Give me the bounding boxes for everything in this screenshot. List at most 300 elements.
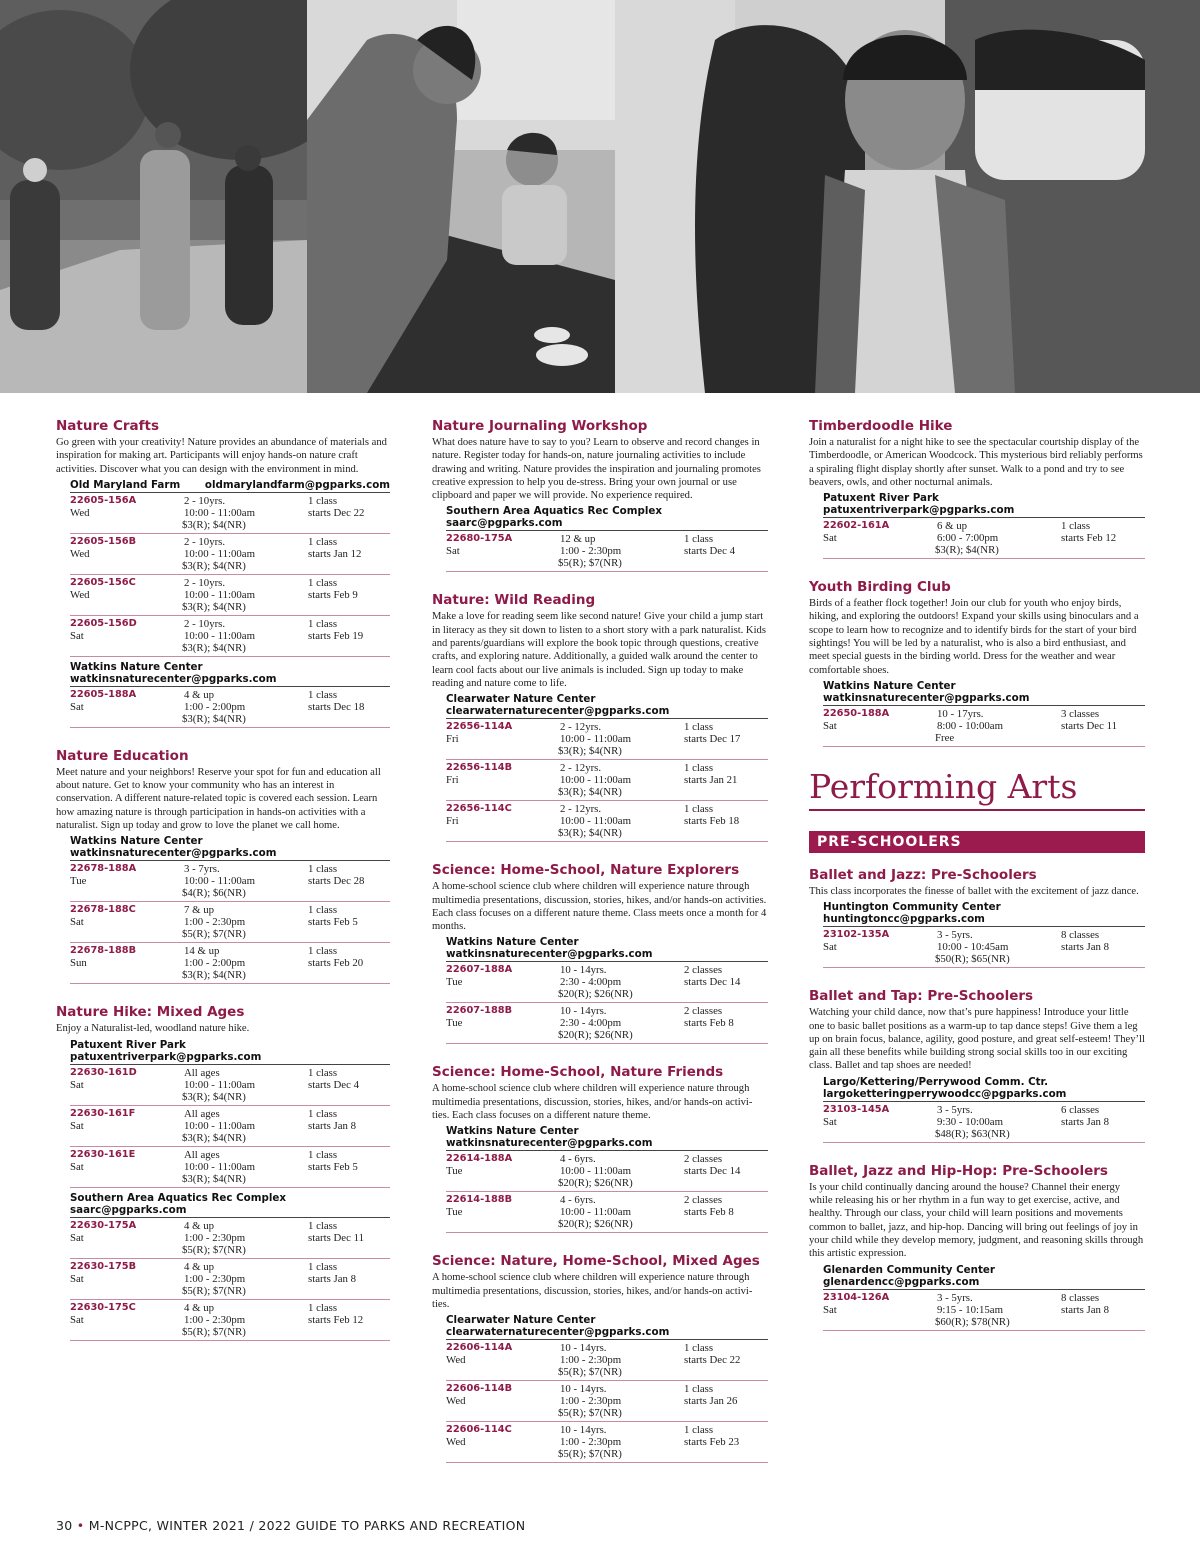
course-code: 22606-114A — [446, 1342, 513, 1354]
location-email[interactable]: patuxentriverpark@pgparks.com — [823, 504, 1015, 517]
class-row-line-2 — [823, 532, 1145, 544]
class-row — [446, 1151, 768, 1192]
fee: $5(R); $7(NR) — [558, 1448, 622, 1461]
program-section — [56, 748, 390, 984]
class-row-line-1 — [70, 1302, 390, 1314]
class-count: 1 class — [308, 1219, 338, 1232]
class-count: 1 class — [308, 535, 338, 548]
location-name: Southern Area Aquatics Rec Complex — [70, 1191, 286, 1204]
fee: $3(R); $4(NR) — [182, 559, 246, 572]
day-of-week: Sat — [823, 1303, 837, 1316]
age-range: 6 & up — [937, 520, 967, 533]
course-code: 22680-175A — [446, 533, 513, 545]
day-of-week: Tue — [446, 1206, 463, 1219]
program-title: Science: Home-School, Nature Friends — [432, 1064, 724, 1081]
day-of-week: Fri — [446, 733, 459, 746]
column-3 — [809, 418, 1145, 1351]
location-block — [70, 479, 390, 661]
program-title: Youth Birding Club — [809, 579, 951, 596]
time-slot: 10:00 - 11:00am — [184, 1160, 255, 1173]
location-name: Clearwater Nature Center — [446, 693, 596, 706]
class-row — [70, 943, 390, 984]
program-title: Ballet and Tap: Pre-Schoolers — [809, 988, 1034, 1005]
day-of-week: Wed — [70, 547, 90, 560]
day-of-week: Sat — [70, 1272, 84, 1285]
program-description: Go green with your creativity! Nature provides an abundance of materials and inspiration for making art. Participants will enjoy hands-on nature craft activities. Discover what you can design with the environment in mind. — [56, 437, 387, 475]
age-range: 4 & up — [184, 1219, 214, 1232]
day-of-week: Sat — [823, 532, 837, 545]
start-date: starts Feb 20 — [308, 957, 364, 970]
age-range: 4 & up — [184, 688, 214, 701]
program-description: Enjoy a Naturalist-led, woodland nature hike. — [56, 1023, 250, 1035]
family-walk-photo — [0, 0, 307, 393]
program-title: Nature Hike: Mixed Ages — [56, 1004, 245, 1021]
class-count: 6 classes — [1061, 1103, 1100, 1116]
start-date: starts Feb 8 — [684, 1017, 734, 1030]
location-email[interactable]: watkinsnaturecenter@pgparks.com — [823, 691, 1030, 704]
class-row-line-2 — [446, 976, 768, 988]
fee: $20(R); $26(NR) — [558, 1218, 633, 1231]
fee: $3(R); $4(NR) — [558, 786, 622, 799]
start-date: starts Feb 12 — [308, 1313, 364, 1326]
time-slot: 10:00 - 11:00am — [560, 1206, 631, 1219]
class-row-line-2 — [70, 1161, 390, 1173]
class-row-line-2 — [446, 1354, 768, 1366]
program-title: Ballet and Jazz: Pre-Schoolers — [809, 866, 1037, 883]
class-count: 8 classes — [1061, 929, 1100, 942]
program-description: This class incorporates the finesse of ballet with the excitement of jazz dance. — [809, 885, 1139, 897]
program-title: Science: Home-School, Nature Explorers — [432, 862, 740, 879]
location-name: Largo/Kettering/Perrywood Comm. Ctr. — [823, 1075, 1049, 1088]
girl-with-horse-photo — [615, 0, 1200, 393]
class-count: 8 classes — [1061, 1291, 1100, 1304]
class-row-line-1 — [446, 762, 768, 774]
class-row — [446, 1381, 768, 1422]
age-range: 2 - 12yrs. — [560, 721, 602, 734]
class-count: 1 class — [684, 762, 714, 775]
program-title: Science: Nature, Home-School, Mixed Ages — [432, 1253, 760, 1270]
course-code: 22602-161A — [823, 520, 890, 532]
age-range: All ages — [184, 1107, 220, 1120]
class-row-line-1 — [446, 1383, 768, 1395]
course-code: 22607-188A — [446, 964, 513, 976]
location-email[interactable]: watkinsnaturecenter@pgparks.com — [70, 672, 277, 685]
time-slot: 10:00 - 11:00am — [184, 875, 255, 888]
class-row — [823, 1102, 1145, 1143]
fee: $5(R); $7(NR) — [558, 1366, 622, 1379]
location-name: Glenarden Community Center — [823, 1263, 995, 1276]
location-block — [446, 693, 768, 842]
location-name: Watkins Nature Center — [446, 936, 579, 949]
program-description: Make a love for reading seem like second nature! Give your child a jump start in literacy as they sit down to listen to a short story with a park naturalist. Kids and parents/guardians will explore the book topic through questions, creative crafts, and exploring nature. Additionally, a guided walk around the center to learn cool facts about our live animals is included. Sign up today to make reading and nature come to life. — [432, 611, 766, 689]
day-of-week: Wed — [70, 588, 90, 601]
day-of-week: Wed — [446, 1395, 466, 1408]
location-block — [446, 936, 768, 1044]
fee: $3(R); $4(NR) — [182, 969, 246, 982]
fee: $20(R); $26(NR) — [558, 1029, 633, 1042]
class-row-line-1 — [446, 721, 768, 733]
class-count: 1 class — [308, 1066, 338, 1079]
time-slot: 1:00 - 2:30pm — [184, 916, 246, 929]
course-code: 22630-161E — [70, 1148, 136, 1160]
program-section — [432, 862, 768, 1044]
class-count: 1 class — [308, 904, 338, 917]
class-count: 1 class — [308, 1148, 338, 1161]
time-slot: 10:00 - 11:00am — [560, 1165, 631, 1178]
course-code: 22605-188A — [70, 688, 137, 700]
fee: $5(R); $7(NR) — [182, 928, 246, 941]
class-row-line-2 — [446, 545, 768, 557]
location-block — [823, 492, 1145, 559]
start-date: starts Dec 4 — [684, 545, 735, 558]
location-block — [823, 901, 1145, 968]
class-row-line-2 — [70, 701, 390, 713]
time-slot: 1:00 - 2:30pm — [184, 1272, 246, 1285]
photo-strip — [0, 0, 1200, 393]
time-slot: 8:00 - 10:00am — [937, 719, 1003, 732]
program-description: Is your child continually dancing around the house? Channel their energy while releasing his or her rhythm in a fun way to get exercise, active, and healthy. Through our class, your child will learn positions and movements common to ballet, jazz, and hip-hop. Dancing will bring out feelings of joy in your child while they develop memory, judgment, and reasoning skills through this artistic expression. — [809, 1181, 1144, 1260]
location-email[interactable]: clearwaternaturecenter@pgparks.com — [446, 1326, 670, 1339]
class-count: 3 classes — [1061, 707, 1100, 720]
age-range: 10 - 14yrs. — [560, 1342, 607, 1355]
class-row — [446, 719, 768, 760]
location-block — [70, 1192, 390, 1341]
time-slot: 10:00 - 11:00am — [184, 1078, 255, 1091]
class-row-line-1 — [70, 1261, 390, 1273]
class-row-line-1 — [446, 1194, 768, 1206]
fee: $3(R); $4(NR) — [182, 1090, 246, 1103]
day-of-week: Sat — [70, 1231, 84, 1244]
program-description: A home-school science club where children will experience nature through multimedia presentations, discussion, stories, hikes, and/or hands-on activi-ties. Each class focuses on a different nature theme. — [432, 1083, 753, 1122]
age-range: 14 & up — [184, 945, 220, 958]
fee: $5(R); $7(NR) — [182, 1325, 246, 1338]
location-block — [823, 1264, 1145, 1331]
day-of-week: Wed — [446, 1436, 466, 1449]
class-row-line-1 — [70, 536, 390, 548]
program-section — [809, 867, 1145, 968]
age-range: 7 & up — [184, 904, 214, 917]
class-row-line-2 — [823, 941, 1145, 953]
age-range: 10 - 14yrs. — [560, 1424, 607, 1437]
course-code: 22630-175A — [70, 1219, 137, 1231]
day-of-week: Fri — [446, 774, 459, 787]
class-count: 2 classes — [684, 964, 723, 977]
class-row-line-1 — [823, 1104, 1145, 1116]
class-row — [823, 706, 1145, 747]
time-slot: 10:00 - 11:00am — [184, 506, 255, 519]
class-row — [446, 760, 768, 801]
location-name: Clearwater Nature Center — [446, 1314, 596, 1327]
course-code: 22614-188A — [446, 1153, 513, 1165]
course-code: 22605-156A — [70, 494, 137, 506]
location-name: Watkins Nature Center — [446, 1125, 579, 1138]
class-row-line-2 — [446, 1436, 768, 1448]
age-range: 12 & up — [560, 533, 596, 546]
class-row — [446, 801, 768, 842]
time-slot: 1:00 - 2:30pm — [560, 1354, 622, 1367]
fee: $5(R); $7(NR) — [558, 557, 622, 570]
class-row-line-1 — [823, 708, 1145, 720]
location-email[interactable]: watkinsnaturecenter@pgparks.com — [446, 948, 653, 961]
day-of-week: Tue — [446, 976, 463, 989]
column-1 — [56, 418, 390, 1361]
location-email[interactable]: glenardencc@pgparks.com — [823, 1275, 980, 1288]
class-row — [70, 616, 390, 657]
program-title: Nature Journaling Workshop — [432, 418, 648, 434]
class-row-line-1 — [823, 929, 1145, 941]
class-row — [70, 493, 390, 534]
class-count: 1 class — [684, 803, 714, 816]
start-date: starts Feb 23 — [684, 1436, 740, 1449]
course-code: 22678-188C — [70, 904, 136, 916]
start-date: starts Dec 4 — [308, 1078, 359, 1091]
class-row — [823, 927, 1145, 968]
class-count: 1 class — [308, 494, 338, 507]
program-title: Ballet, Jazz and Hip-Hop: Pre-Schoolers — [809, 1162, 1108, 1179]
class-row — [70, 1259, 390, 1300]
start-date: starts Feb 5 — [308, 1160, 358, 1173]
start-date: starts Feb 8 — [684, 1206, 734, 1219]
class-row — [70, 1065, 390, 1106]
class-row-line-2 — [446, 733, 768, 745]
start-date: starts Jan 8 — [308, 1119, 356, 1132]
program-section — [809, 1163, 1145, 1331]
class-row-line-1 — [446, 1153, 768, 1165]
program-title: Timberdoodle Hike — [809, 418, 953, 434]
class-row-line-2 — [70, 630, 390, 642]
day-of-week: Sat — [70, 700, 84, 713]
location-email[interactable]: huntingtoncc@pgparks.com — [823, 913, 985, 926]
class-count: 1 class — [308, 1260, 338, 1273]
class-row-line-2 — [446, 774, 768, 786]
program-description: What does nature have to say to you? Learn to observe and record changes in nature. Register today for hands-on, nature journaling activities to include drawing and writing. Nature provides the inspiration and journaling promotes creative expression to help you de-stress. Bring your own journal or use clipboard and paper we will provide. No experience required. — [432, 437, 761, 502]
day-of-week: Sat — [70, 1119, 84, 1132]
column-2 — [432, 418, 768, 1483]
course-code: 22650-188A — [823, 707, 890, 719]
start-date: starts Jan 8 — [1061, 941, 1109, 954]
location-email[interactable]: oldmarylandfarm@pgparks.com — [204, 478, 390, 491]
program-title: Nature: Wild Reading — [432, 592, 596, 609]
location-block — [446, 1314, 768, 1463]
class-count: 1 class — [308, 863, 338, 876]
start-date: starts Jan 8 — [1061, 1115, 1109, 1128]
class-row — [446, 1003, 768, 1044]
class-row-line-2 — [70, 875, 390, 887]
program-section — [56, 418, 390, 728]
fee: $3(R); $4(NR) — [182, 641, 246, 654]
age-range: All ages — [184, 1066, 220, 1079]
age-range: 10 - 14yrs. — [560, 1005, 607, 1018]
location-email[interactable]: watkinsnaturecenter@pgparks.com — [70, 847, 277, 860]
class-row-line-1 — [70, 495, 390, 507]
class-row-line-2 — [823, 1304, 1145, 1316]
time-slot: 1:00 - 2:30pm — [560, 545, 622, 558]
location-name: Watkins Nature Center — [70, 660, 203, 673]
day-of-week: Sat — [823, 719, 837, 732]
class-row-line-1 — [70, 904, 390, 916]
start-date: starts Dec 14 — [684, 976, 741, 989]
start-date: starts Dec 11 — [308, 1231, 364, 1244]
fee: $3(R); $4(NR) — [558, 827, 622, 840]
age-range: 2 - 12yrs. — [560, 803, 602, 816]
day-of-week: Wed — [70, 506, 90, 519]
fee: $3(R); $4(NR) — [558, 745, 622, 758]
age-range: 2 - 10yrs. — [184, 617, 226, 630]
course-code: 22607-188B — [446, 1005, 513, 1017]
time-slot: 10:00 - 11:00am — [560, 774, 631, 787]
class-row-line-1 — [446, 1342, 768, 1354]
start-date: starts Feb 18 — [684, 815, 740, 828]
fee: Free — [935, 731, 955, 744]
class-count: 2 classes — [684, 1194, 723, 1207]
day-of-week: Sat — [446, 545, 460, 558]
day-of-week: Tue — [446, 1165, 463, 1178]
time-slot: 10:00 - 11:00am — [184, 588, 255, 601]
course-code: 22678-188A — [70, 863, 137, 875]
course-code: 22656-114B — [446, 762, 513, 774]
location-email[interactable]: largoketteringperrywoodcc@pgparks.com — [823, 1087, 1067, 1100]
class-row-line-2 — [70, 1273, 390, 1285]
time-slot: 10:00 - 11:00am — [184, 547, 255, 560]
day-of-week: Sat — [823, 1115, 837, 1128]
age-range: 4 & up — [184, 1301, 214, 1314]
program-section — [432, 1064, 768, 1233]
time-slot: 10:00 - 11:00am — [560, 733, 631, 746]
program-description: A home-school science club where children will experience nature through multimedia presentations, discussion, stories, hikes, and/or hands-on activities. Each class focuses on a different nature theme. Class meets once a month for 4 months. — [432, 881, 767, 933]
time-slot: 10:00 - 10:45am — [937, 941, 1009, 954]
location-header — [70, 479, 390, 491]
class-row-line-1 — [823, 1292, 1145, 1304]
time-slot: 2:30 - 4:00pm — [560, 976, 622, 989]
course-code: 22614-188B — [446, 1194, 513, 1206]
class-row-line-2 — [823, 720, 1145, 732]
location-block — [446, 505, 768, 572]
child-nature-craft-photo — [307, 0, 615, 393]
class-count: 1 class — [684, 1424, 714, 1437]
class-row — [823, 1290, 1145, 1331]
location-block — [446, 1125, 768, 1233]
location-email[interactable]: clearwaternaturecenter@pgparks.com — [446, 705, 670, 718]
location-block — [823, 1076, 1145, 1143]
day-of-week: Tue — [446, 1017, 463, 1030]
fee: $3(R); $4(NR) — [182, 1131, 246, 1144]
program-section — [432, 1253, 768, 1463]
start-date: starts Dec 22 — [684, 1354, 741, 1367]
start-date: starts Dec 18 — [308, 700, 365, 713]
age-range: 2 - 10yrs. — [184, 494, 226, 507]
day-of-week: Sat — [70, 1078, 84, 1091]
location-email[interactable]: patuxentriverpark@pgparks.com — [70, 1050, 262, 1063]
class-row — [446, 1192, 768, 1233]
age-range: 4 & up — [184, 1260, 214, 1273]
location-block — [70, 835, 390, 984]
start-date: starts Feb 5 — [308, 916, 358, 929]
day-of-week: Sat — [70, 1160, 84, 1173]
time-slot: 1:00 - 2:30pm — [184, 1231, 246, 1244]
class-row-line-2 — [446, 815, 768, 827]
fee: $48(R); $63(NR) — [935, 1127, 1010, 1140]
class-row — [446, 1422, 768, 1463]
start-date: starts Dec 28 — [308, 875, 365, 888]
time-slot: 1:00 - 2:30pm — [184, 1313, 246, 1326]
fee: $5(R); $7(NR) — [558, 1407, 622, 1420]
time-slot: 1:00 - 2:30pm — [560, 1395, 622, 1408]
age-range: 3 - 5yrs. — [937, 929, 973, 942]
class-row-line-1 — [823, 520, 1145, 532]
age-range: 2 - 12yrs. — [560, 762, 602, 775]
time-slot: 10:00 - 11:00am — [184, 629, 255, 642]
fee: $4(R); $6(NR) — [182, 887, 246, 900]
class-row-line-1 — [446, 1424, 768, 1436]
time-slot: 10:00 - 11:00am — [560, 815, 631, 828]
course-code: 23102-135A — [823, 929, 890, 941]
program-section — [432, 418, 768, 572]
location-email[interactable]: watkinsnaturecenter@pgparks.com — [446, 1137, 653, 1150]
column-3-bottom — [809, 867, 1145, 1331]
age-range: 4 - 6yrs. — [560, 1194, 596, 1207]
age-range: 10 - 14yrs. — [560, 1383, 607, 1396]
class-row — [70, 687, 390, 728]
start-date: starts Feb 9 — [308, 588, 358, 601]
course-code: 22605-156C — [70, 576, 136, 588]
course-code: 22630-161D — [70, 1066, 137, 1078]
class-count: 1 class — [308, 945, 338, 958]
class-row — [70, 902, 390, 943]
class-row-line-1 — [446, 803, 768, 815]
start-date: starts Jan 21 — [684, 774, 738, 787]
program-title: Nature Crafts — [56, 418, 160, 434]
class-count: 1 class — [308, 1301, 338, 1314]
page-footer — [56, 1518, 525, 1533]
class-row-line-2 — [70, 1079, 390, 1091]
fee: $3(R); $4(NR) — [935, 544, 999, 557]
class-row-line-2 — [446, 1165, 768, 1177]
program-description: A home-school science club where children will experience nature through multimedia presentations, discussion, stories, hikes, and/or hands-on activi-ties. — [432, 1272, 753, 1310]
program-section — [432, 592, 768, 842]
class-row-line-2 — [70, 916, 390, 928]
class-row-line-1 — [70, 945, 390, 957]
time-slot: 6:00 - 7:00pm — [937, 532, 999, 545]
course-code: 22656-114A — [446, 721, 513, 733]
time-slot: 1:00 - 2:30pm — [560, 1436, 622, 1449]
class-row-line-1 — [70, 618, 390, 630]
age-range: 10 - 17yrs. — [937, 707, 984, 720]
course-code: 22656-114C — [446, 803, 512, 815]
class-row-line-2 — [70, 548, 390, 560]
class-count: 1 class — [684, 1383, 714, 1396]
pre-schoolers-banner: PRE-SCHOOLERS — [809, 831, 1145, 853]
location-name: Old Maryland Farm — [70, 478, 181, 491]
time-slot: 1:00 - 2:00pm — [184, 700, 246, 713]
location-email[interactable]: saarc@pgparks.com — [446, 517, 563, 530]
class-row — [823, 518, 1145, 559]
day-of-week: Wed — [446, 1354, 466, 1367]
location-block — [70, 661, 390, 728]
class-row — [446, 531, 768, 572]
time-slot: 10:00 - 11:00am — [184, 1119, 255, 1132]
class-row-line-1 — [446, 964, 768, 976]
program-section — [809, 579, 1145, 747]
class-row-line-2 — [446, 1395, 768, 1407]
age-range: All ages — [184, 1148, 220, 1161]
class-count: 2 classes — [684, 1005, 723, 1018]
program-section — [56, 1004, 390, 1340]
footer-text: M-NCPPC, WINTER 2021 / 2022 GUIDE TO PARKS AND RECREATION — [88, 1518, 526, 1533]
day-of-week: Tue — [70, 875, 87, 888]
course-code: 22630-175C — [70, 1301, 136, 1313]
location-email[interactable]: saarc@pgparks.com — [70, 1203, 187, 1216]
location-name: Southern Area Aquatics Rec Complex — [446, 505, 662, 518]
